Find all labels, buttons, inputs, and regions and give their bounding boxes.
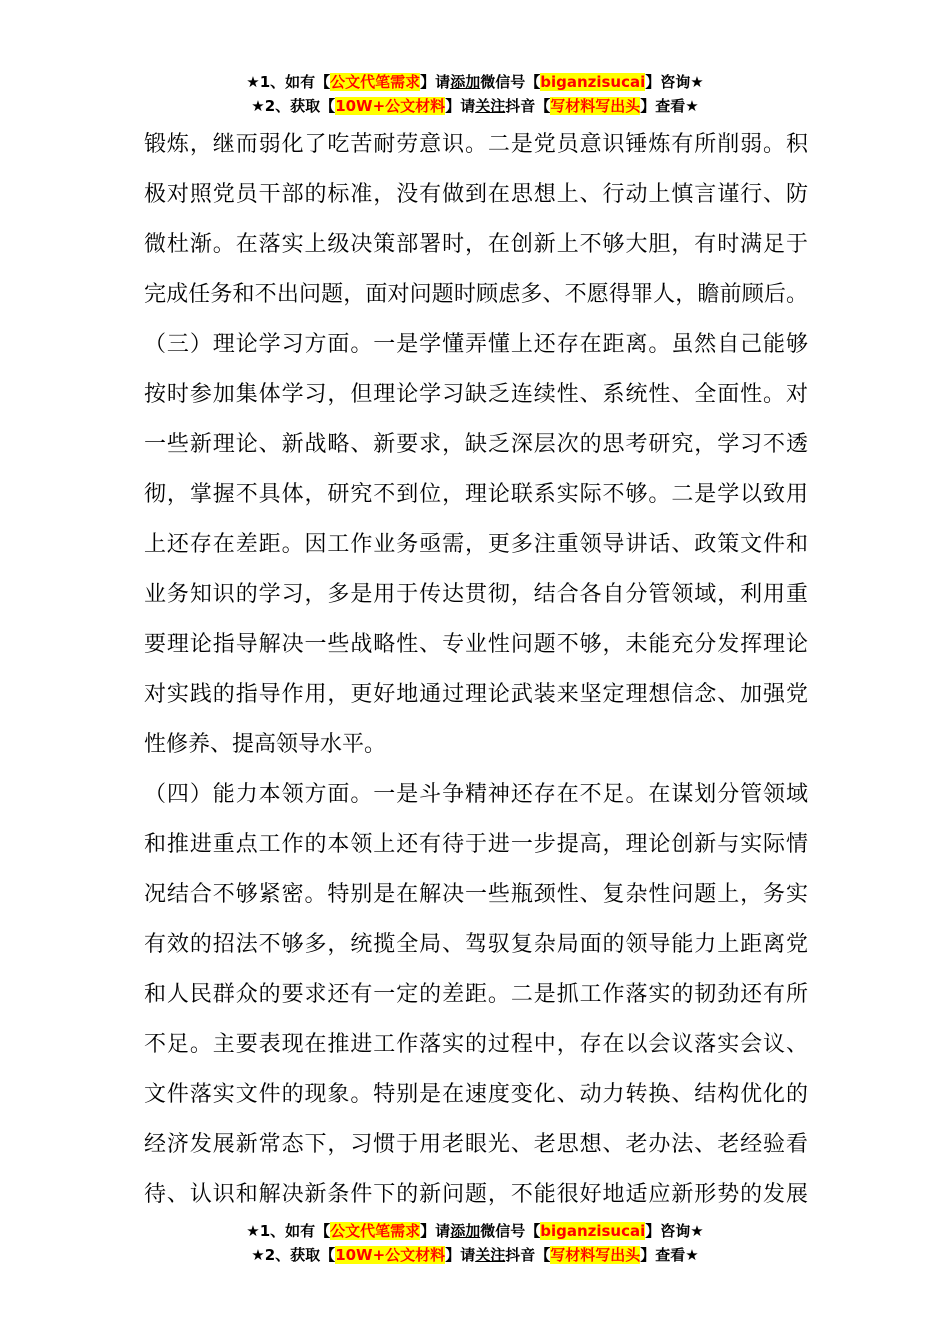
- body-line: 有效的招法不够多，统揽全局、驾驭复杂局面的领导能力上距离党: [144, 932, 808, 957]
- body-line: 业务知识的学习，多是用于传达贯彻，结合各自分管领域，利用重: [144, 582, 808, 607]
- banner-underlined-text: 添加: [450, 73, 481, 91]
- body-line: 待、认识和解决新条件下的新问题，不能很好地适应新形势的发展: [144, 1182, 808, 1207]
- banner-text: 】请: [445, 97, 476, 115]
- banner-highlight: 写材料写出头: [550, 97, 641, 115]
- body-line: 文件落实文件的现象。特别是在速度变化、动力转换、结构优化的: [144, 1082, 808, 1107]
- body-line: 经济发展新常态下，习惯于用老眼光、老思想、老办法、老经验看: [144, 1132, 808, 1157]
- body-line: 和人民群众的要求还有一定的差距。二是抓工作落实的韧劲还有所: [144, 982, 808, 1007]
- body-line: 按时参加集体学习，但理论学习缺乏连续性、系统性、全面性。对: [144, 382, 808, 407]
- banner-text: 抖音【: [505, 97, 551, 115]
- body-line: 完成任务和不出问题，面对问题时顾虑多、不愿得罪人，瞻前顾后。: [144, 282, 808, 307]
- body-line: 彻，掌握不具体，研究不到位，理论联系实际不够。二是学以致用: [144, 482, 808, 507]
- banner-underlined-text: 关注: [475, 97, 506, 115]
- banner-text: 】请: [445, 1246, 476, 1264]
- section-heading-line: （三）理论学习方面。一是学懂弄懂上还存在距离。虽然自己能够: [144, 332, 808, 357]
- header-banner-line-1: [0, 70, 950, 94]
- banner-text: 】咨询★: [645, 1222, 704, 1240]
- footer-banner-line-1: [0, 1219, 950, 1243]
- banner-text: 】请: [420, 1222, 451, 1240]
- banner-text: 微信号【: [480, 73, 541, 91]
- banner-text: 微信号【: [480, 1222, 541, 1240]
- banner-text: ★1、如有【: [246, 73, 331, 91]
- banner-highlight: 10W+公文材料: [335, 97, 446, 115]
- banner-text: 】请: [420, 73, 451, 91]
- banner-underlined-text: 关注: [475, 1246, 506, 1264]
- section-heading-line: （四）能力本领方面。一是斗争精神还存在不足。在谋划分管领域: [144, 782, 808, 807]
- footer-banner: [0, 1219, 950, 1267]
- banner-highlight: 10W+公文材料: [335, 1246, 446, 1264]
- body-line: 况结合不够紧密。特别是在解决一些瓶颈性、复杂性问题上，务实: [144, 882, 808, 907]
- banner-highlight: biganzisucai: [540, 1222, 646, 1240]
- banner-text: ★2、获取【: [251, 97, 336, 115]
- body-line: 不足。主要表现在推进工作落实的过程中，存在以会议落实会议、: [144, 1032, 808, 1057]
- banner-highlight: 写材料写出头: [550, 1246, 641, 1264]
- banner-highlight: 公文代笔需求: [330, 73, 421, 91]
- banner-text: 】查看★: [640, 97, 699, 115]
- header-banner-line-2: [0, 94, 950, 118]
- footer-banner-line-2: [0, 1243, 950, 1267]
- banner-text: ★2、获取【: [251, 1246, 336, 1264]
- banner-text: 抖音【: [505, 1246, 551, 1264]
- banner-text: 】查看★: [640, 1246, 699, 1264]
- body-line: 性修养、提高领导水平。: [144, 732, 387, 757]
- body-line: 微杜渐。在落实上级决策部署时，在创新上不够大胆，有时满足于: [144, 232, 808, 257]
- header-banner: [0, 70, 950, 118]
- banner-text: ★1、如有【: [246, 1222, 331, 1240]
- body-line: 和推进重点工作的本领上还有待于进一步提高，理论创新与实际情: [144, 832, 808, 857]
- banner-highlight: 公文代笔需求: [330, 1222, 421, 1240]
- document-body: [144, 120, 808, 1220]
- body-line: 对实践的指导作用，更好地通过理论武装来坚定理想信念、加强党: [144, 682, 808, 707]
- body-line: 锻炼，继而弱化了吃苦耐劳意识。二是党员意识锤炼有所削弱。积: [144, 132, 808, 157]
- banner-underlined-text: 添加: [450, 1222, 481, 1240]
- body-line: 上还存在差距。因工作业务亟需，更多注重领导讲话、政策文件和: [144, 532, 808, 557]
- body-line: 要理论指导解决一些战略性、专业性问题不够，未能充分发挥理论: [144, 632, 808, 657]
- banner-highlight: biganzisucai: [540, 73, 646, 91]
- body-line: 极对照党员干部的标准，没有做到在思想上、行动上慎言谨行、防: [144, 182, 808, 207]
- banner-text: 】咨询★: [645, 73, 704, 91]
- body-line: 一些新理论、新战略、新要求，缺乏深层次的思考研究，学习不透: [144, 432, 808, 457]
